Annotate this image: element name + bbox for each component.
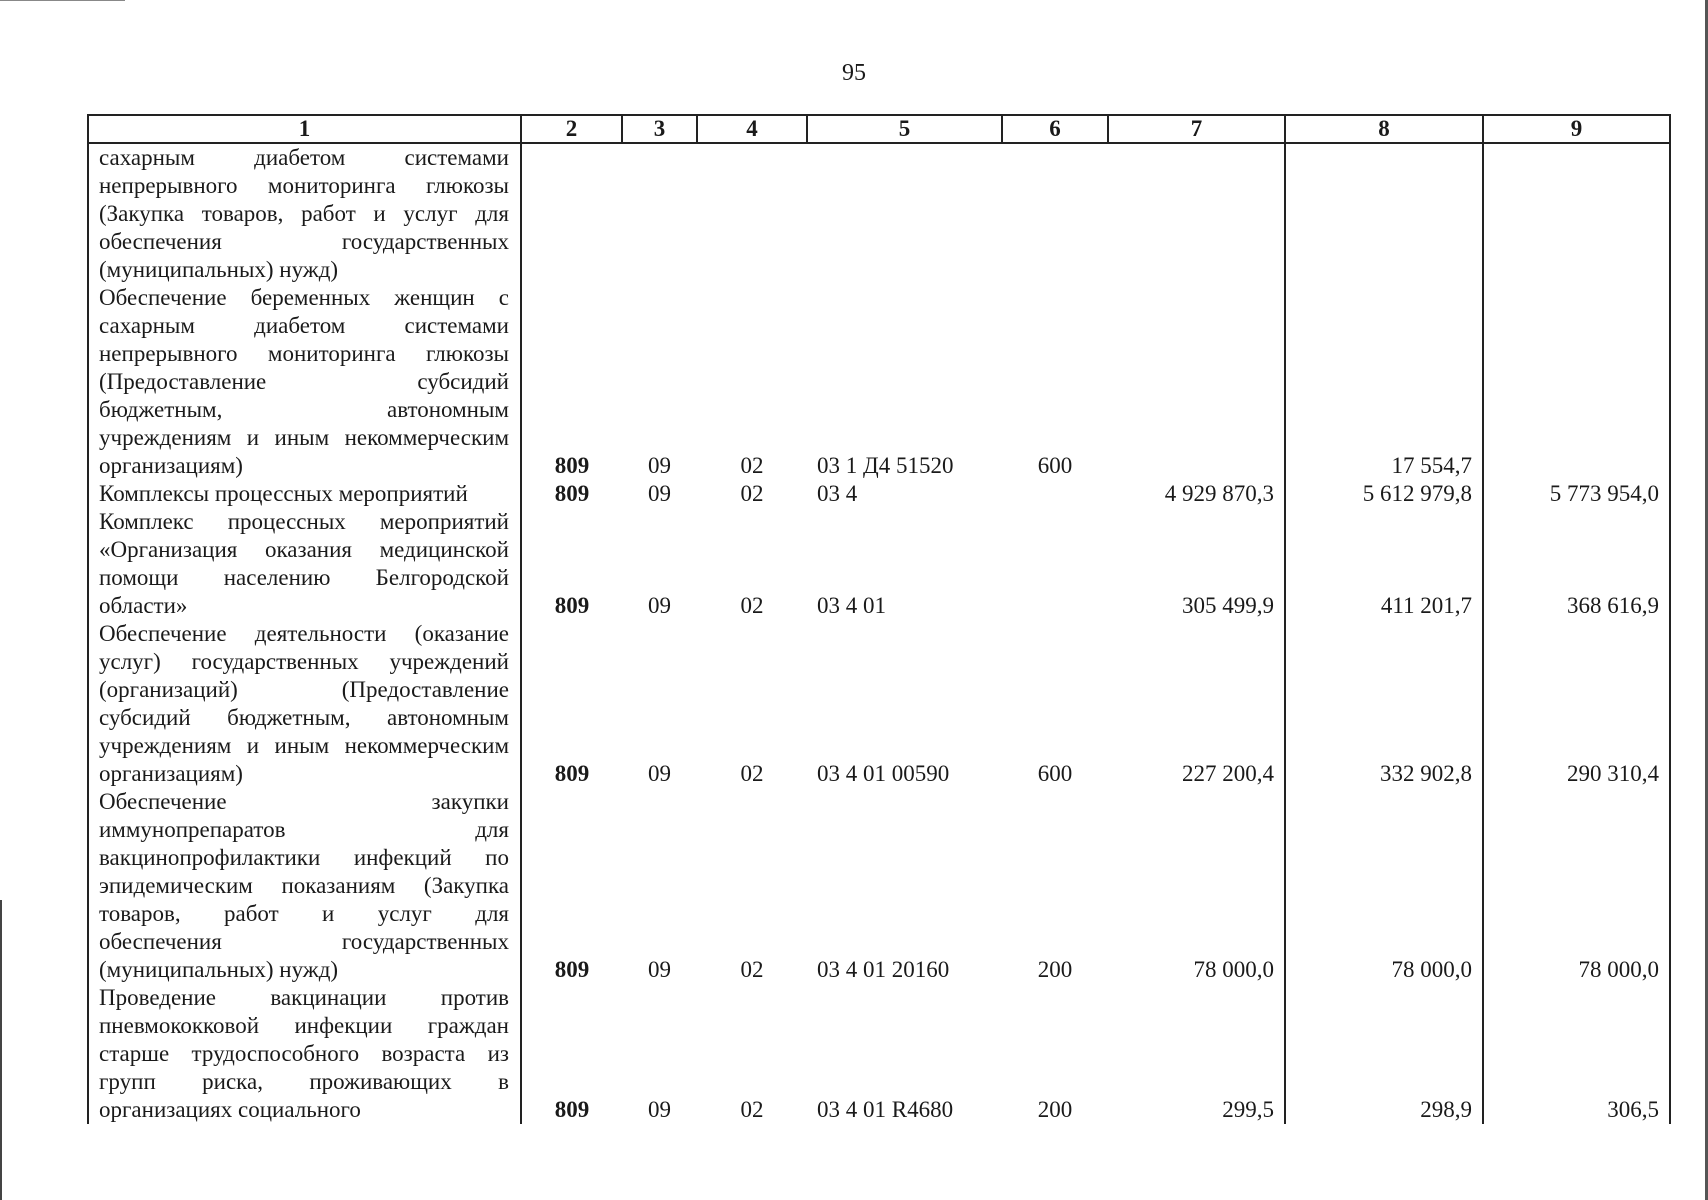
cell-section: 09 — [648, 957, 671, 982]
description-line: пневмококковой инфекции граждан — [99, 1013, 509, 1038]
description-line: учреждениям и иным некоммерческим — [99, 425, 509, 450]
scan-edge-mark — [0, 0, 125, 1]
description-line: (Предоставление субсидий — [99, 369, 509, 394]
cell-description — [88, 508, 521, 620]
cell-section: 09 — [648, 761, 671, 786]
description-line: эпидемическим показаниям (Закупка — [99, 873, 509, 898]
description-line: помощи населению Белгородской — [99, 565, 509, 590]
description-line: услуг) государственных учреждений — [99, 649, 509, 674]
description-line: Комплексы процессных мероприятий — [99, 481, 468, 506]
description-line: «Организация оказания медицинской — [99, 537, 509, 562]
cell-year-3: 290 310,4 — [1483, 620, 1670, 788]
description-line: Обеспечение беременных женщин с — [99, 285, 509, 310]
cell-expense-type — [1002, 143, 1108, 284]
header-col-9: 9 — [1483, 115, 1670, 143]
description-line: непрерывного мониторинга глюкозы — [99, 341, 509, 366]
description-line: сахарным диабетом системами — [99, 145, 509, 170]
cell-target-article: 03 4 01 20160 — [817, 957, 950, 982]
cell-expense-type: 200 — [1037, 957, 1073, 982]
cell-subsection: 02 — [740, 1097, 764, 1122]
cell-ved: 809 — [521, 984, 622, 1124]
description-line: учреждениям и иным некоммерческим — [99, 733, 509, 758]
cell-subsection: 02 — [740, 957, 764, 982]
cell-target-article — [807, 143, 1002, 284]
table-row — [88, 620, 1670, 788]
cell-year-2: 411 201,7 — [1285, 508, 1483, 620]
cell-target-article: 03 4 01 00590 — [817, 761, 950, 786]
cell-year-2: 298,9 — [1285, 984, 1483, 1124]
cell-description — [88, 984, 521, 1124]
header-col-5: 5 — [807, 115, 1002, 143]
cell-year-2: 5 612 979,8 — [1285, 480, 1483, 508]
header-col-1: 1 — [88, 115, 521, 143]
description-line: обеспечения государственных — [99, 229, 509, 254]
cell-year-2: 332 902,8 — [1285, 620, 1483, 788]
cell-ved: 809 — [521, 284, 622, 480]
cell-ved — [521, 143, 622, 284]
description-line: сахарным диабетом системами — [99, 313, 509, 338]
header-col-4: 4 — [697, 115, 807, 143]
description-line: вакцинопрофилактики инфекций по — [99, 845, 509, 870]
cell-section: 09 — [648, 1097, 671, 1122]
description-line: Комплекс процессных мероприятий — [99, 509, 509, 534]
cell-section: 09 — [648, 593, 671, 618]
header-col-8: 8 — [1285, 115, 1483, 143]
budget-table — [87, 114, 1671, 1124]
cell-section — [622, 143, 697, 284]
table-body — [88, 143, 1670, 1124]
cell-year-1: 4 929 870,3 — [1108, 480, 1285, 508]
description-line: старше трудоспособного возраста из — [99, 1041, 509, 1066]
table-row — [88, 143, 1670, 284]
cell-description — [88, 788, 521, 984]
cell-year-3 — [1483, 284, 1670, 480]
cell-year-3: 368 616,9 — [1483, 508, 1670, 620]
cell-description — [88, 284, 521, 480]
cell-target-article: 03 4 01 — [817, 593, 886, 618]
description-line: (организаций) (Предоставление — [99, 677, 509, 702]
description-line: иммунопрепаратов для — [99, 817, 509, 842]
cell-ved: 809 — [521, 788, 622, 984]
cell-expense-type — [1002, 508, 1108, 620]
cell-year-1: 78 000,0 — [1108, 788, 1285, 984]
description-line: Обеспечение деятельности (оказание — [99, 621, 509, 646]
description-line: бюджетным, автономным — [99, 397, 509, 422]
header-col-6: 6 — [1002, 115, 1108, 143]
cell-year-3: 78 000,0 — [1483, 788, 1670, 984]
description-line: организациям) — [99, 453, 243, 478]
scan-edge-left — [0, 900, 2, 1200]
cell-ved: 809 — [521, 480, 622, 508]
cell-target-article: 03 1 Д4 51520 — [817, 453, 954, 478]
header-col-3: 3 — [622, 115, 697, 143]
description-line: обеспечения государственных — [99, 929, 509, 954]
table-row — [88, 284, 1670, 480]
header-row — [88, 115, 1670, 143]
cell-year-2: 17 554,7 — [1285, 284, 1483, 480]
cell-description — [88, 620, 521, 788]
cell-subsection: 02 — [740, 761, 764, 786]
cell-year-1: 299,5 — [1108, 984, 1285, 1124]
cell-expense-type — [1002, 480, 1108, 508]
description-line: Проведение вакцинации против — [99, 985, 509, 1010]
cell-subsection: 02 — [740, 593, 764, 618]
page-number: 95 — [842, 60, 866, 86]
description-line: области» — [99, 593, 188, 618]
cell-year-1 — [1108, 284, 1285, 480]
cell-year-1: 305 499,9 — [1108, 508, 1285, 620]
table-row — [88, 984, 1670, 1124]
header-col-7: 7 — [1108, 115, 1285, 143]
table-row — [88, 480, 1670, 508]
cell-ved: 809 — [521, 620, 622, 788]
description-line: субсидий бюджетным, автономным — [99, 705, 509, 730]
cell-year-2: 78 000,0 — [1285, 788, 1483, 984]
cell-description — [88, 143, 521, 284]
cell-year-3: 306,5 — [1483, 984, 1670, 1124]
cell-description — [88, 480, 521, 508]
cell-expense-type: 600 — [1037, 761, 1073, 786]
description-line: Обеспечение закупки — [99, 789, 509, 814]
cell-target-article: 03 4 — [817, 481, 858, 506]
cell-section: 09 — [648, 481, 671, 506]
description-line: (муниципальных) нужд) — [99, 257, 339, 282]
table-row — [88, 788, 1670, 984]
cell-year-2 — [1285, 143, 1483, 284]
cell-year-3: 5 773 954,0 — [1483, 480, 1670, 508]
cell-subsection — [697, 143, 807, 284]
description-line: товаров, работ и услуг для — [99, 901, 509, 926]
cell-target-article: 03 4 01 R4680 — [817, 1097, 954, 1122]
table-row — [88, 508, 1670, 620]
cell-subsection: 02 — [740, 481, 764, 506]
cell-subsection: 02 — [740, 453, 764, 478]
cell-expense-type: 200 — [1037, 1097, 1073, 1122]
cell-expense-type: 600 — [1037, 453, 1073, 478]
description-line: непрерывного мониторинга глюкозы — [99, 173, 509, 198]
description-line: (муниципальных) нужд) — [99, 957, 339, 982]
cell-year-3 — [1483, 143, 1670, 284]
description-line: (Закупка товаров, работ и услуг для — [99, 201, 509, 226]
description-line: групп риска, проживающих в — [99, 1069, 509, 1094]
cell-ved: 809 — [521, 508, 622, 620]
cell-year-1 — [1108, 143, 1285, 284]
description-line: организациям) — [99, 761, 243, 786]
cell-year-1: 227 200,4 — [1108, 620, 1285, 788]
cell-section: 09 — [648, 453, 671, 478]
description-line: организациях социального — [99, 1097, 361, 1122]
header-col-2: 2 — [521, 115, 622, 143]
